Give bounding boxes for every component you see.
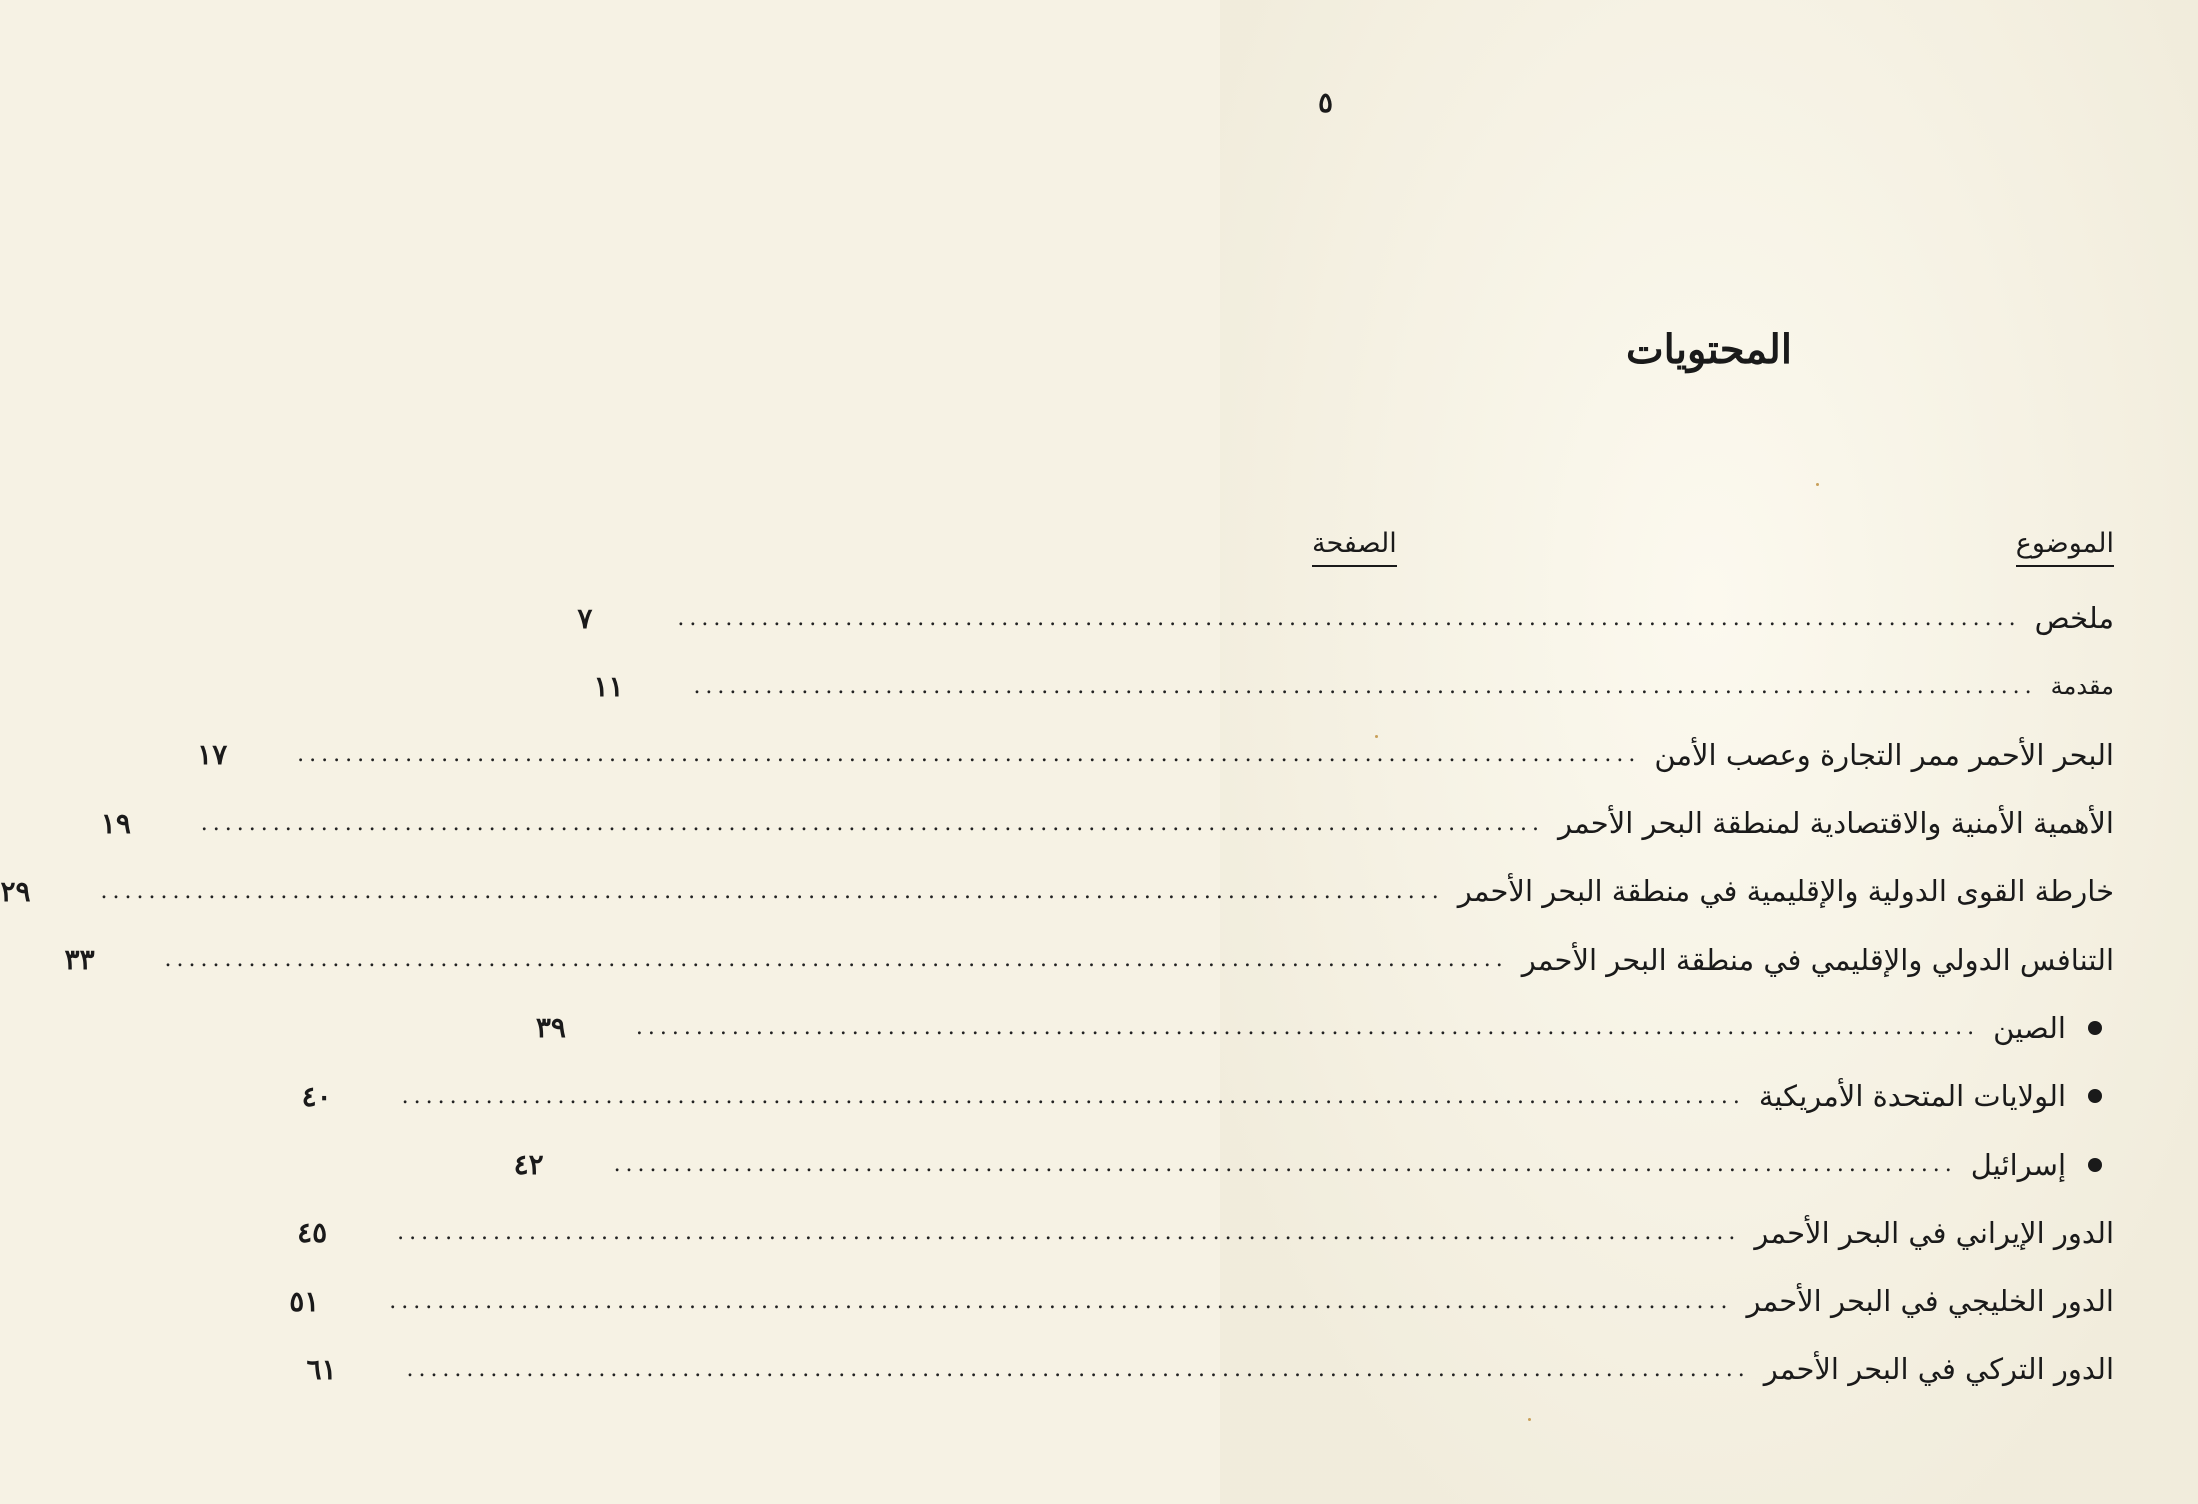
toc-entry-page: ٢٩ bbox=[0, 874, 31, 908]
toc-entry-title: مقدمة bbox=[2050, 672, 2114, 701]
bullet-icon bbox=[2088, 1158, 2102, 1172]
page-title: المحتويات bbox=[1626, 326, 1792, 373]
toc-entry bbox=[197, 721, 2114, 789]
table-of-contents bbox=[0, 584, 2114, 1404]
toc-entry bbox=[306, 1335, 2114, 1403]
toc-entry-page: ٦١ bbox=[306, 1352, 337, 1386]
toc-entry-page: ٣٩ bbox=[535, 1011, 566, 1045]
toc-entry-page: ٥١ bbox=[289, 1284, 320, 1318]
toc-entry-page: ١٩ bbox=[100, 806, 131, 840]
toc-entry-title: الأهمية الأمنية والاقتصادية لمنطقة البحر الأحمر bbox=[1558, 806, 2114, 841]
toc-entry bbox=[64, 925, 2114, 993]
toc-entry-title: إسرائيل bbox=[1970, 1147, 2066, 1182]
toc-entry bbox=[535, 994, 2114, 1062]
dot-leader: ................................................................................................................ bbox=[677, 605, 2021, 631]
toc-entry-title: الصين bbox=[1993, 1010, 2066, 1045]
toc-entry-page: ٣٣ bbox=[64, 943, 95, 977]
paper-speck bbox=[1375, 735, 1378, 738]
toc-entry bbox=[513, 1130, 2114, 1198]
toc-entry-title: التنافس الدولي والإقليمي في منطقة البحر الأحمر bbox=[1521, 942, 2114, 977]
toc-entry-title: البحر الأحمر ممر التجارة وعصب الأمن bbox=[1654, 737, 2114, 772]
toc-entry-title: الدور الإيراني في البحر الأحمر bbox=[1754, 1215, 2114, 1250]
dot-leader: ................................................................................................................ bbox=[100, 878, 1444, 904]
page-number: ٥ bbox=[1318, 86, 1334, 119]
dot-leader: ................................................................................................................ bbox=[401, 1083, 1745, 1109]
toc-entry bbox=[297, 1199, 2114, 1267]
dot-leader: ................................................................................................................ bbox=[200, 810, 1545, 836]
dot-leader: ................................................................................................................ bbox=[297, 742, 1641, 768]
dot-leader: ................................................................................................................ bbox=[397, 1220, 1741, 1246]
toc-entry-title: الدور الخليجي في البحر الأحمر bbox=[1746, 1284, 2114, 1319]
dot-leader: ................................................................................................................ bbox=[389, 1288, 1733, 1314]
toc-entry-page: ١١ bbox=[593, 669, 624, 703]
toc-entry-title: ملخص bbox=[2034, 601, 2114, 636]
toc-entry bbox=[301, 1062, 2114, 1130]
toc-entry-page: ١٧ bbox=[197, 738, 228, 772]
dot-leader: ................................................................................................................ bbox=[635, 1015, 1980, 1041]
dot-leader: ................................................................................................................ bbox=[406, 1356, 1750, 1382]
toc-entry-page: ٤٠ bbox=[301, 1079, 332, 1113]
paper-speck bbox=[1816, 483, 1819, 486]
bullet-icon bbox=[2088, 1089, 2102, 1103]
toc-entry bbox=[100, 789, 2114, 857]
page-column-header: الصفحة bbox=[1312, 528, 1397, 567]
toc-header-row bbox=[1312, 528, 2114, 580]
toc-entry-page: ٤٢ bbox=[513, 1148, 544, 1182]
toc-entry bbox=[289, 1267, 2114, 1335]
toc-entry-page: ٤٥ bbox=[297, 1216, 328, 1250]
toc-entry-page: ٧ bbox=[577, 601, 593, 635]
toc-entry-title: الولايات المتحدة الأمريكية bbox=[1758, 1079, 2066, 1114]
toc-entry-title: خارطة القوى الدولية والإقليمية في منطقة البحر الأحمر bbox=[1457, 874, 2114, 909]
dot-leader: ................................................................................................................ bbox=[613, 1152, 1957, 1178]
paper-speck bbox=[1528, 1418, 1531, 1421]
toc-entry bbox=[0, 857, 2114, 925]
dot-leader: ................................................................................................................ bbox=[164, 947, 1508, 973]
toc-entry-title: الدور التركي في البحر الأحمر bbox=[1763, 1352, 2114, 1387]
toc-entry bbox=[577, 584, 2114, 652]
toc-entry bbox=[593, 652, 2114, 720]
dot-leader: ................................................................................................................ bbox=[693, 673, 2037, 699]
bullet-icon bbox=[2088, 1021, 2102, 1035]
topic-column-header: الموضوع bbox=[2016, 528, 2114, 567]
